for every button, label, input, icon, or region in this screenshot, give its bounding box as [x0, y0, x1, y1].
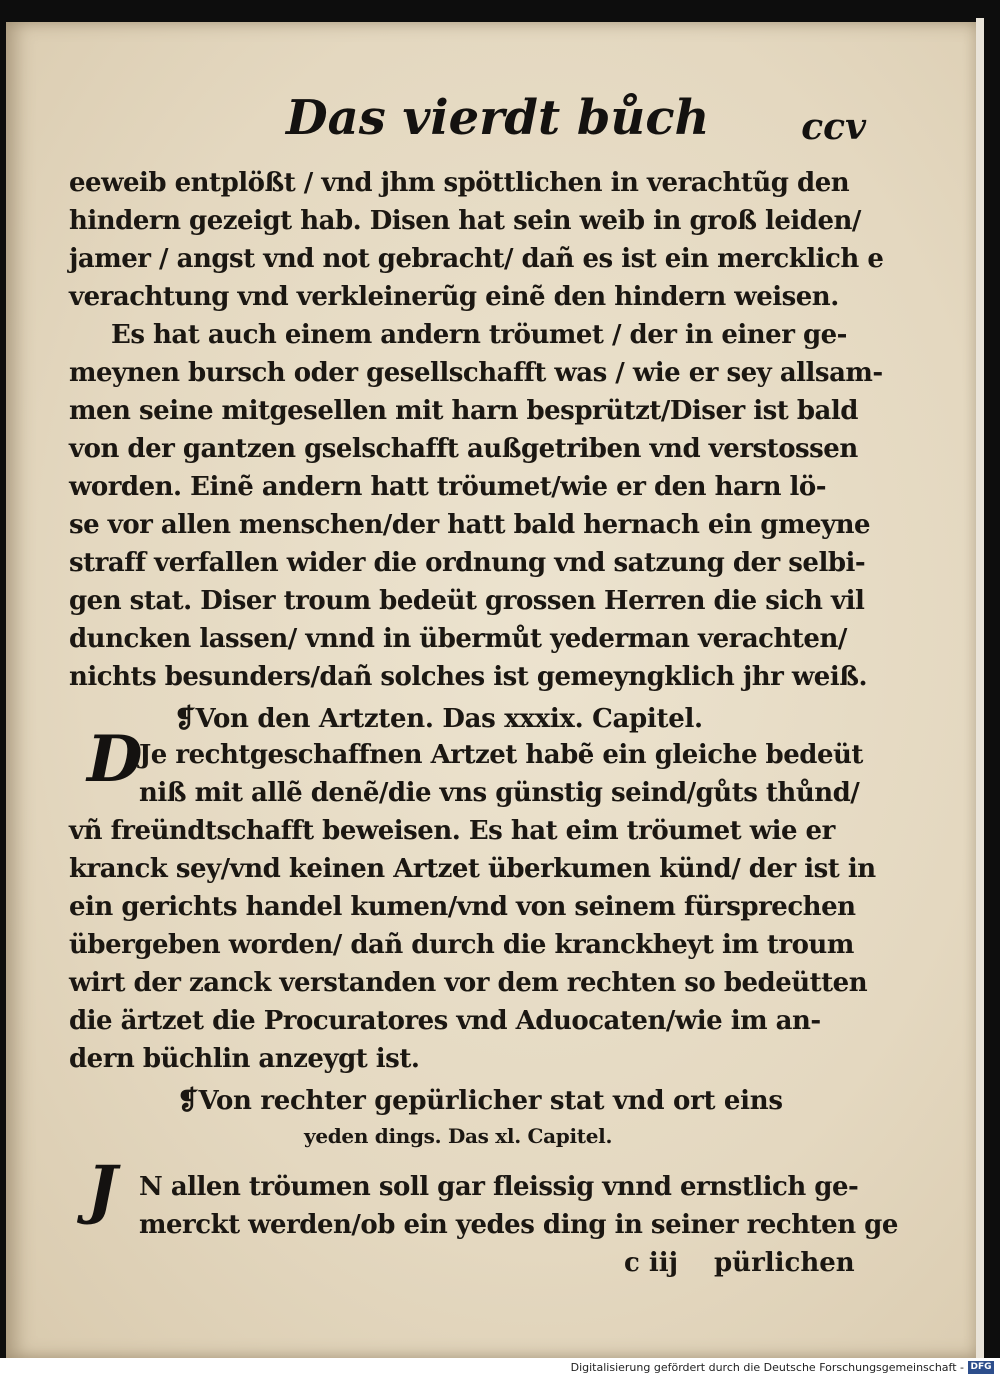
text-line: gen stat. Diser troum bedeüt grossen Herren die sich vil	[69, 586, 865, 616]
decorated-initial: D	[87, 722, 143, 797]
text-line: meynen bursch oder gesellschafft was / wie er sey allsam-	[69, 358, 883, 388]
text-line: duncken lassen/ vnnd in übermůt yederman verachten/	[69, 624, 847, 654]
text-line: die ärtzet die Procuratores vnd Aduocaten/wie im an-	[69, 1006, 821, 1036]
text-line: N allen tröumen soll gar fleissig vnnd ernstlich ge-	[139, 1172, 859, 1202]
decorated-initial: J	[87, 1152, 118, 1227]
folio-number: ccv	[801, 106, 866, 148]
running-title: Das vierdt bůch	[286, 90, 710, 146]
chapter-heading: ❡Von den Artzten. Das xxxix. Capitel.	[174, 704, 703, 734]
funding-notice: Digitalisierung gefördert durch die Deutsche Forschungsgemeinschaft -	[570, 1361, 964, 1374]
attribution-footer	[0, 1358, 1000, 1378]
text-line: übergeben worden/ dañ durch die kranckheyt im troum	[69, 930, 854, 960]
text-line: vñ freündtschafft beweisen. Es hat eim tröumet wie er	[69, 816, 835, 846]
text-line: se vor allen menschen/der hatt bald hernach ein gmeyne	[69, 510, 871, 540]
text-line: kranck sey/vnd keinen Artzet überkumen künd/ der ist in	[69, 854, 876, 884]
text-line: verachtung vnd verkleinerũg einẽ den hindern weisen.	[69, 282, 839, 312]
text-line: Es hat auch einem andern tröumet / der in einer ge-	[111, 320, 847, 350]
text-line: men seine mitgesellen mit harn besprützt/Diser ist bald	[69, 396, 858, 426]
chapter-heading: ❡Von rechter gepürlicher stat vnd ort eins	[177, 1086, 783, 1116]
text-line: Je rechtgeschaffnen Artzet habẽ ein gleiche bedeüt	[139, 740, 863, 770]
text-line: dern büchlin anzeygt ist.	[69, 1044, 420, 1074]
catchword: pürlichen	[714, 1248, 855, 1278]
signature-mark: c iij	[624, 1248, 679, 1278]
text-line: merckt werden/ob ein yedes ding in seiner rechten ge	[139, 1210, 898, 1240]
dfg-logo: DFG	[968, 1361, 994, 1374]
text-line: nichts besunders/dañ solches ist gemeyngklich jhr weiß.	[69, 662, 867, 692]
text-line: jamer / angst vnd not gebracht/ dañ es ist ein mercklich e	[69, 244, 884, 274]
running-header	[286, 90, 866, 170]
text-line: wirt der zanck verstanden vor dem rechten so bedeütten	[69, 968, 868, 998]
text-line: straff verfallen wider die ordnung vnd satzung der selbi-	[69, 548, 866, 578]
text-line: niß mit allẽ denẽ/die vns günstig seind/gůts thůnd/	[139, 778, 860, 808]
chapter-heading-subline: yeden dings. Das xl. Capitel.	[304, 1124, 613, 1148]
text-line: hindern gezeigt hab. Disen hat sein weib in groß leiden/	[69, 206, 861, 236]
book-page	[6, 22, 976, 1358]
text-line: ein gerichts handel kumen/vnd von seinem fürsprechen	[69, 892, 856, 922]
page-edge	[976, 18, 984, 1358]
text-line: eeweib entplößt / vnd jhm spöttlichen in verachtũg den	[69, 168, 850, 198]
text-line: von der gantzen gselschafft außgetriben vnd verstossen	[69, 434, 858, 464]
text-line: worden. Einẽ andern hatt tröumet/wie er den harn lö-	[69, 472, 827, 502]
